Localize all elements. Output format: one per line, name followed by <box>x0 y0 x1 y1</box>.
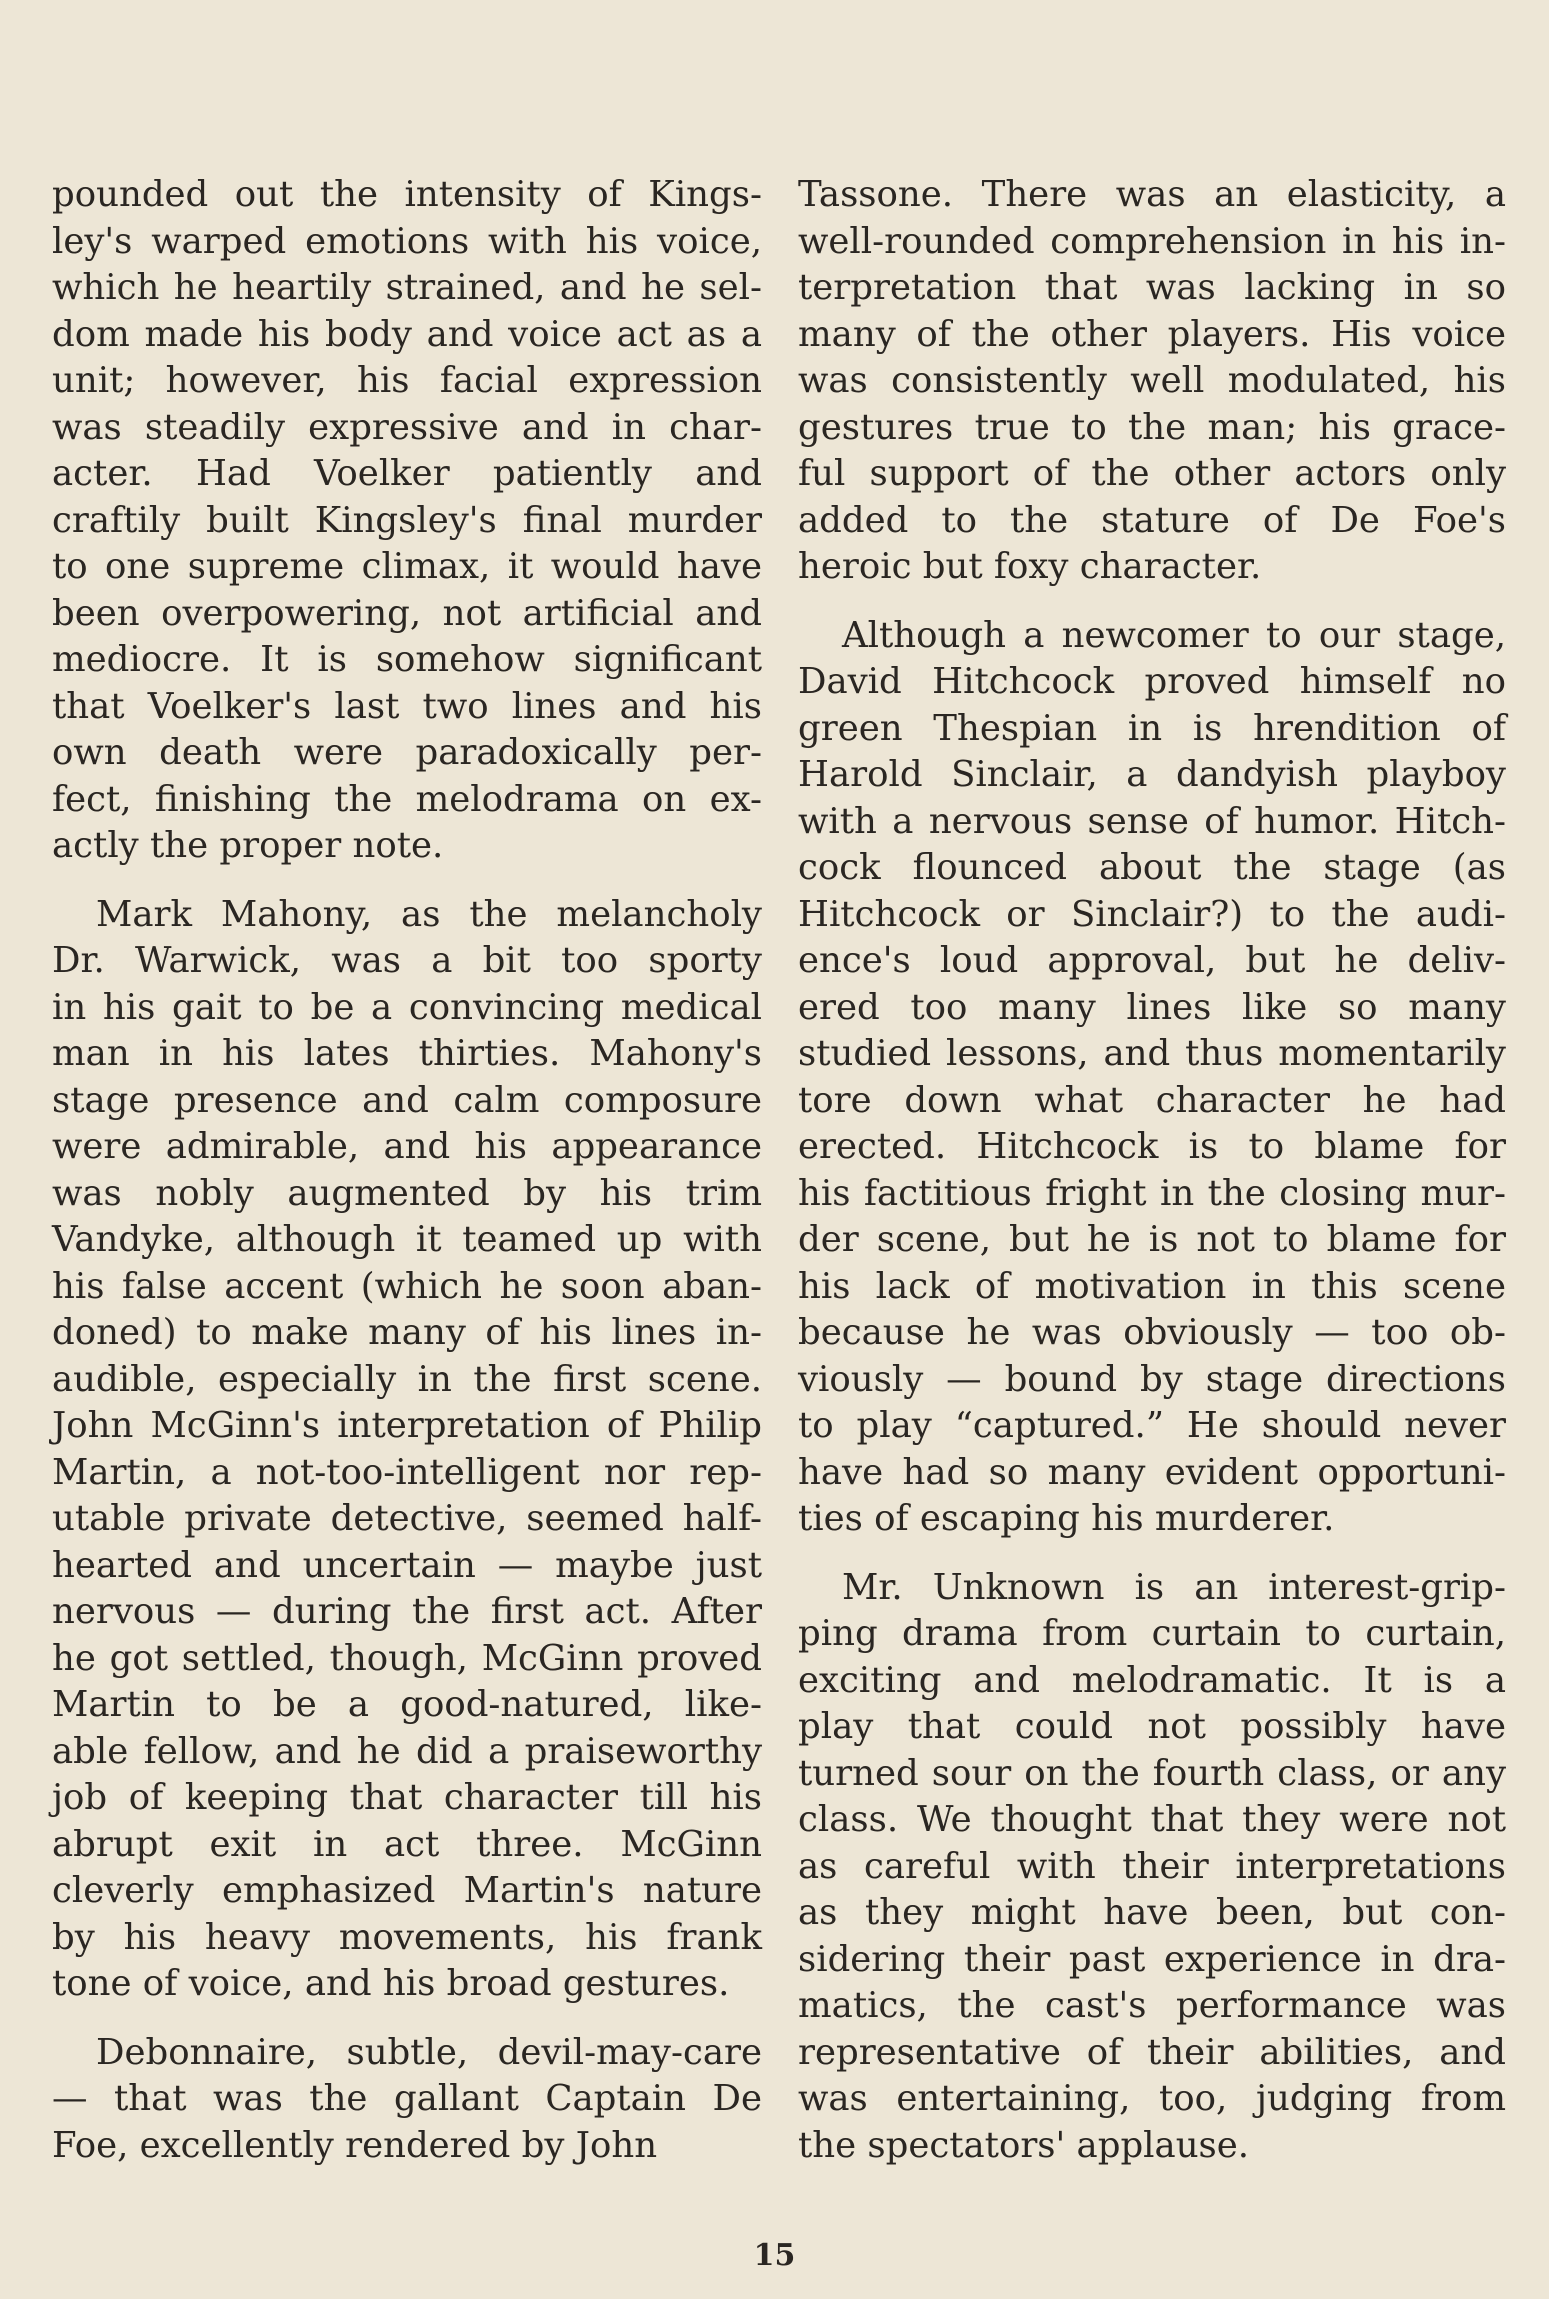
text-line: was consistently well modulated, his <box>798 360 1506 401</box>
text-line: viously — bound by stage directions <box>798 1358 1506 1400</box>
text-line: his factitious fright in the closing mur- <box>798 1172 1506 1214</box>
text-line: John McGinn's interpretation of Philip <box>52 1405 762 1446</box>
text-line: was steadily expressive and in char- <box>52 406 762 448</box>
text-line: craftily built Kingsley's final murder <box>52 499 762 541</box>
text-line: he got settled, though, McGinn proved <box>52 1637 762 1679</box>
text-line: ful support of the other actors only <box>798 453 1506 494</box>
text-line: ence's loud approval, but he deliv- <box>798 940 1506 981</box>
text-line: Martin, a not-too-intelligent nor rep- <box>52 1451 762 1493</box>
text-line: ley's warped emotions with his voice, <box>52 220 762 262</box>
text-line: fect, finishing the melodrama on ex- <box>52 778 762 820</box>
text-line: Mr. Unknown is an interest-grip- <box>842 1566 1506 1608</box>
text-line: as careful with their interpretations <box>798 1845 1506 1887</box>
text-line: to one supreme climax, it would have <box>52 546 762 587</box>
text-line: class. We thought that they were not <box>798 1799 1506 1840</box>
text-line: Tassone. There was an elasticity, a <box>798 174 1506 215</box>
right-column-paragraph <box>798 172 1506 591</box>
text-line: representative of their abilities, and <box>798 2031 1506 2073</box>
text-line: doned) to make many of his lines in- <box>52 1312 762 1353</box>
text-line: turned sour on the fourth class, or any <box>798 1752 1506 1794</box>
text-line: because he was obviously — too ob- <box>798 1312 1506 1353</box>
left-column <box>52 172 762 2191</box>
right-column-paragraph <box>798 1565 1506 2170</box>
text-line: David Hitchcock proved himself no <box>798 661 1506 702</box>
text-line: — that was the gallant Captain De <box>52 2078 762 2119</box>
text-line: sidering their past experience in dra- <box>798 1938 1506 1980</box>
text-line: stage presence and calm composure <box>52 1079 762 1121</box>
text-line: exciting and melodramatic. It is a <box>798 1659 1506 1701</box>
text-line: heroic but foxy character. <box>798 546 1262 587</box>
text-line: his false accent (which he soon aban- <box>52 1265 762 1307</box>
text-line: able fellow, and he did a praiseworthy <box>52 1730 762 1772</box>
text-line: pounded out the intensity of Kings- <box>52 174 762 215</box>
text-line: by his heavy movements, his frank <box>52 1916 762 1958</box>
text-line: acter. Had Voelker patiently and <box>52 453 762 494</box>
text-line: Martin to be a good-natured, like- <box>52 1684 762 1725</box>
text-line: nervous — during the first act. After <box>52 1591 762 1632</box>
text-line: abrupt exit in act three. McGinn <box>52 1823 762 1865</box>
text-line: ered too many lines like so many <box>798 986 1506 1028</box>
page-number: 15 <box>753 2238 796 2273</box>
text-line: was nobly augmented by his trim <box>52 1172 762 1214</box>
text-line: Debonnaire, subtle, devil-may-care <box>96 2031 762 2073</box>
text-line: his lack of motivation in this scene <box>798 1265 1506 1307</box>
text-line: to play “captured.” He should never <box>798 1405 1506 1446</box>
text-line: Foe, excellently rendered by John <box>52 2124 658 2166</box>
text-line: many of the other players. His voice <box>798 313 1506 355</box>
text-line: green Thespian in is hrendition of <box>798 707 1506 749</box>
text-line: own death were paradoxically per- <box>52 732 762 773</box>
text-line: unit; however, his facial expression <box>52 360 762 401</box>
text-line: der scene, but he is not to blame for <box>798 1219 1506 1260</box>
text-line: audible, especially in the first scene. <box>52 1358 762 1400</box>
text-line: studied lessons, and thus momentarily <box>798 1033 1506 1074</box>
text-line: Hitchcock or Sinclair?) to the audi- <box>798 893 1506 935</box>
left-column-paragraph <box>52 892 762 2008</box>
text-line: hearted and uncertain — maybe just <box>52 1544 762 1586</box>
text-line: the spectators' applause. <box>798 2124 1250 2166</box>
text-line: been overpowering, not artificial and <box>52 592 762 634</box>
text-line: Although a newcomer to our stage, <box>842 614 1506 656</box>
text-line: Mark Mahony, as the melancholy <box>96 893 762 935</box>
text-line: job of keeping that character till his <box>52 1777 762 1818</box>
left-column-paragraph <box>52 2030 762 2170</box>
text-line: Vandyke, although it teamed up with <box>52 1219 762 1260</box>
text-line: added to the stature of De Foe's <box>798 499 1506 541</box>
text-line: erected. Hitchcock is to blame for <box>798 1126 1506 1167</box>
text-line: dom made his body and voice act as a <box>52 313 762 355</box>
text-line: matics, the cast's performance was <box>798 1985 1506 2026</box>
text-line: have had so many evident opportuni- <box>798 1451 1506 1493</box>
text-line: ties of escaping his murderer. <box>798 1498 1335 1539</box>
text-line: tone of voice, and his broad gestures. <box>52 1963 730 2004</box>
text-line: gestures true to the man; his grace- <box>798 406 1506 448</box>
text-line: well-rounded comprehension in his in- <box>798 220 1506 262</box>
text-line: terpretation that was lacking in so <box>798 267 1506 308</box>
right-column <box>798 172 1506 2191</box>
text-line: that Voelker's last two lines and his <box>52 685 762 727</box>
text-line: Harold Sinclair, a dandyish playboy <box>798 754 1506 795</box>
text-line: cleverly emphasized Martin's nature <box>52 1870 762 1911</box>
text-line: man in his lates thirties. Mahony's <box>52 1033 762 1074</box>
text-line: utable private detective, seemed half- <box>52 1498 762 1539</box>
text-line: which he heartily strained, and he sel- <box>52 267 762 308</box>
left-column-paragraph <box>52 172 762 870</box>
text-line: tore down what character he had <box>798 1079 1506 1121</box>
text-line: were admirable, and his appearance <box>52 1126 762 1167</box>
text-line: with a nervous sense of humor. Hitch- <box>798 800 1506 842</box>
text-line: was entertaining, too, judging from <box>798 2078 1506 2119</box>
text-line: as they might have been, but con- <box>798 1892 1506 1933</box>
text-line: in his gait to be a convincing medical <box>52 986 762 1028</box>
text-line: cock flounced about the stage (as <box>798 847 1506 888</box>
right-column-paragraph <box>798 613 1506 1543</box>
text-line: ping drama from curtain to curtain, <box>798 1613 1506 1654</box>
text-line: mediocre. It is somehow significant <box>52 639 762 680</box>
text-line: play that could not possibly have <box>798 1706 1506 1747</box>
text-line: actly the proper note. <box>52 825 444 866</box>
text-line: Dr. Warwick, was a bit too sporty <box>52 940 762 981</box>
